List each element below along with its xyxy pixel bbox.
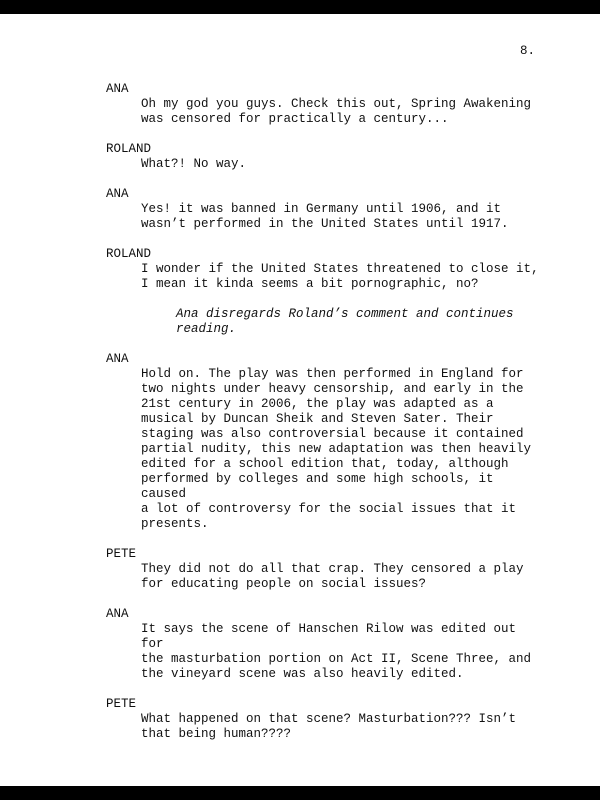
dialogue-block bbox=[106, 352, 546, 532]
dialogue-block bbox=[106, 187, 546, 232]
character-name: ANA bbox=[106, 352, 129, 366]
dialogue-text: Yes! it was banned in Germany until 1906, and it wasn’t performed in the United States until 1917. bbox=[141, 202, 509, 231]
dialogue-block bbox=[106, 247, 546, 292]
dialogue-block bbox=[106, 607, 546, 682]
dialogue-block bbox=[106, 547, 546, 592]
character-name: ROLAND bbox=[106, 142, 152, 156]
dialogue-text: It says the scene of Hanschen Rilow was edited out for the masturbation portion on Act II, Scene Three, and the vineyard scene was also heavily edited. bbox=[141, 622, 532, 681]
dialogue-block bbox=[106, 82, 546, 127]
bottom-black-bar bbox=[0, 786, 600, 800]
script-body bbox=[106, 82, 546, 757]
stage-direction: Ana disregards Roland’s comment and continues reading. bbox=[176, 307, 514, 336]
dialogue-block bbox=[106, 697, 546, 742]
dialogue-text: What happened on that scene? Masturbation??? Isn’t that being human???? bbox=[141, 712, 517, 741]
character-name: PETE bbox=[106, 547, 137, 561]
character-name: ANA bbox=[106, 82, 129, 96]
dialogue-text: Oh my god you guys. Check this out, Spring Awakening was censored for practically a century... bbox=[141, 97, 532, 126]
top-black-bar bbox=[0, 0, 600, 14]
character-name: ANA bbox=[106, 187, 129, 201]
character-name: ROLAND bbox=[106, 247, 152, 261]
dialogue-text: What?! No way. bbox=[141, 157, 247, 171]
script-page[interactable] bbox=[0, 14, 600, 786]
character-name: ANA bbox=[106, 607, 129, 621]
page-number: 8. bbox=[520, 44, 536, 58]
dialogue-text: Hold on. The play was then performed in England for two nights under heavy censorship, and early in the 21st century in 2006, the play was adapted as a musical by Duncan Sheik and Steven Sater. Their staging was also controversial because it contained partial nudity, this new adaptation was then heavily edited for a school edition that, today, although performed by colleges and some high schools, it caused a lot of controversy for the social issues that it presents. bbox=[141, 367, 532, 531]
character-name: PETE bbox=[106, 697, 137, 711]
dialogue-block bbox=[106, 142, 546, 172]
dialogue-text: They did not do all that crap. They censored a play for educating people on social issues? bbox=[141, 562, 524, 591]
dialogue-text: I wonder if the United States threatened to close it, I mean it kinda seems a bit pornographic, no? bbox=[141, 262, 539, 291]
